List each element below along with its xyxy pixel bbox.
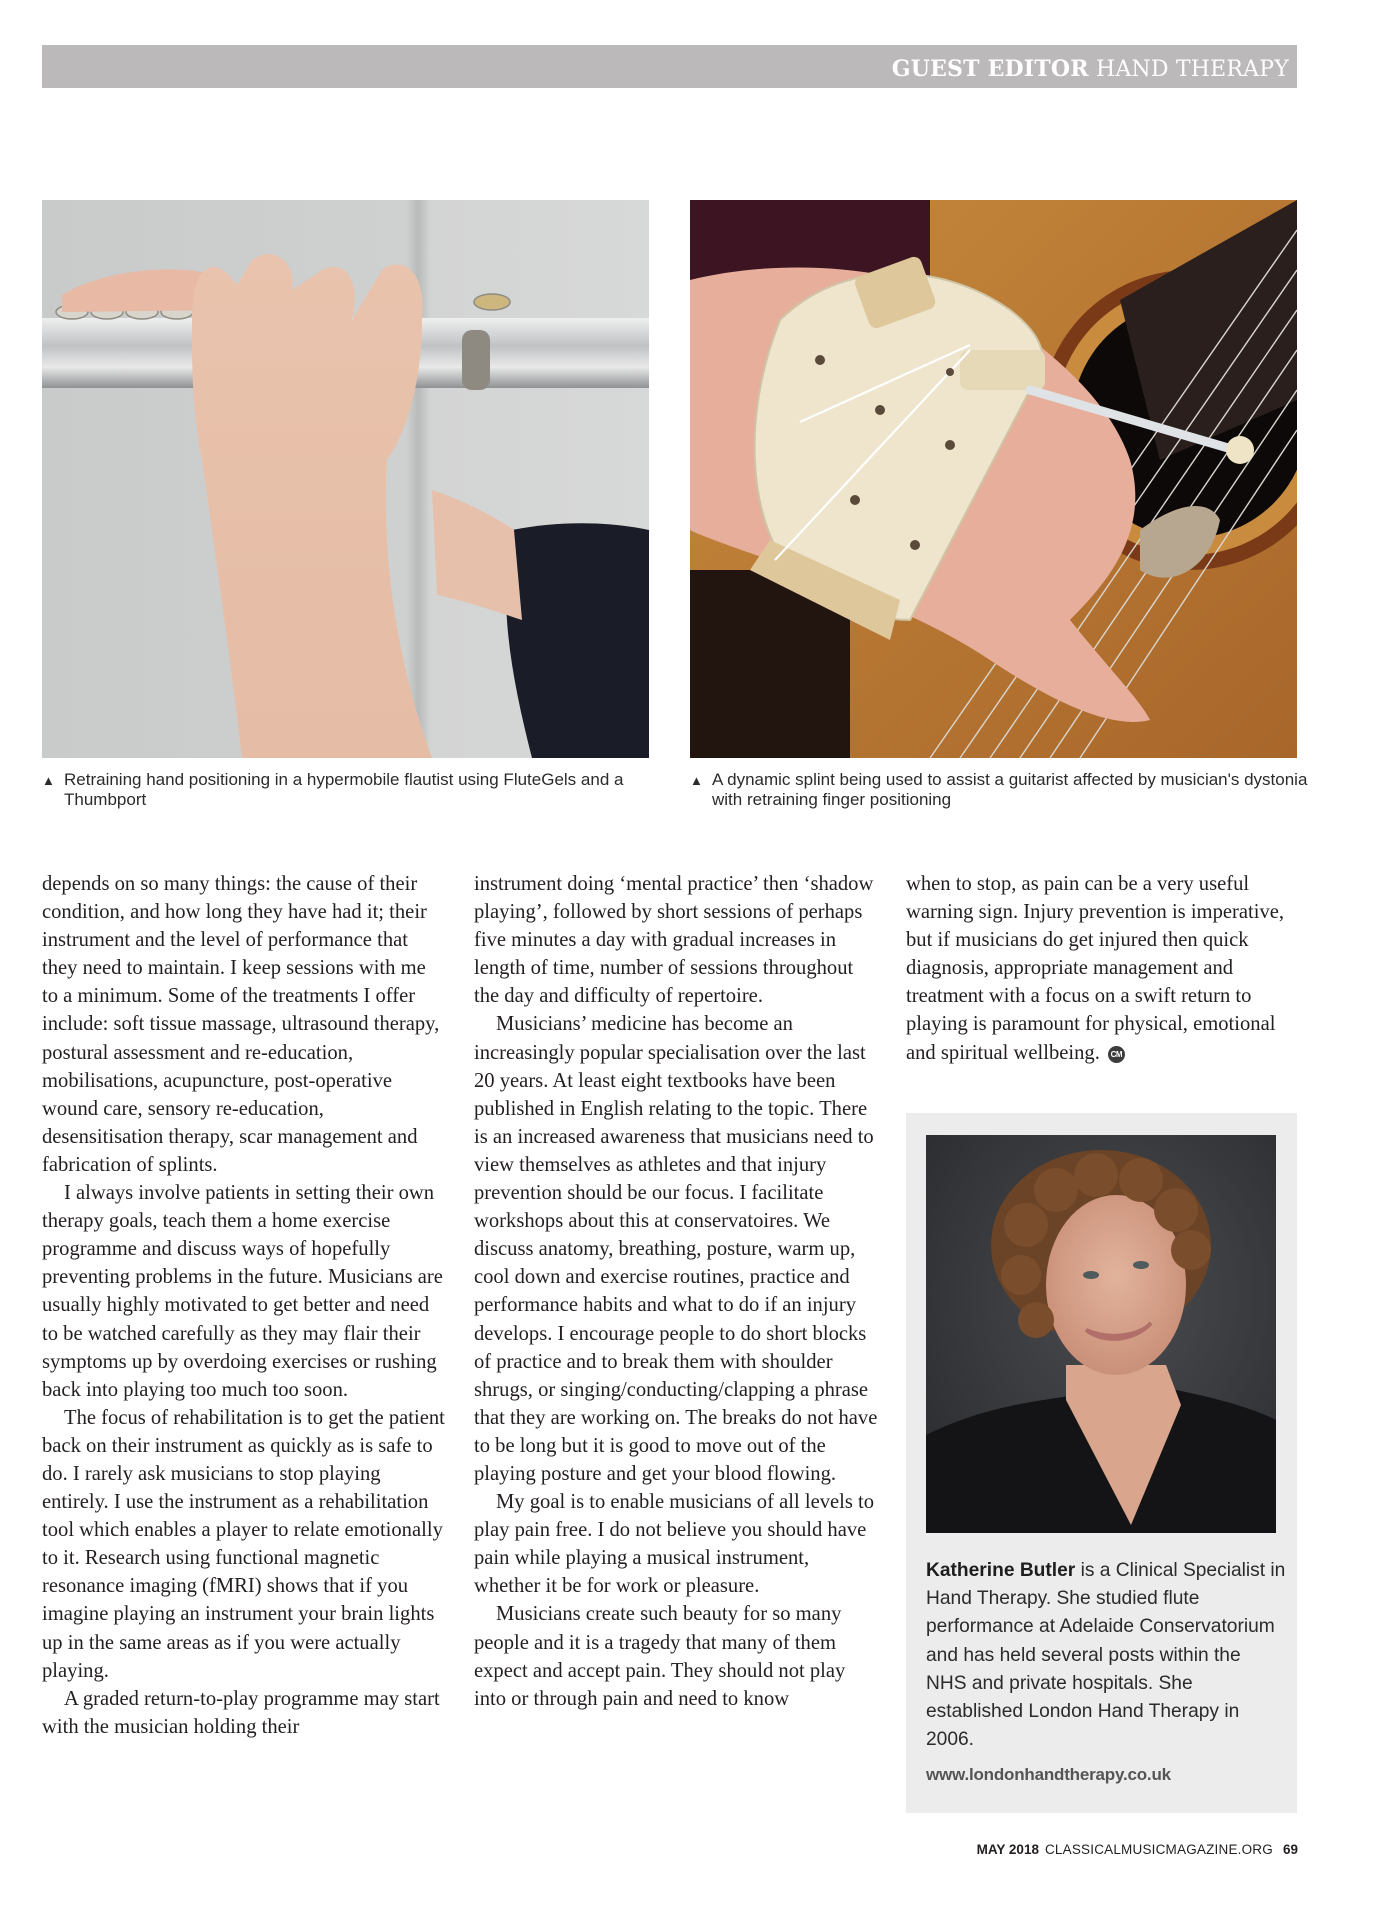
issue-date: MAY 2018	[976, 1842, 1039, 1857]
figure-caption-2	[690, 770, 1312, 810]
magazine-site: CLASSICALMUSICMAGAZINE.ORG	[1044, 1842, 1273, 1857]
author-portrait	[926, 1135, 1276, 1533]
article-column-2	[474, 870, 878, 1713]
guitar-splint-photo	[690, 200, 1297, 758]
paragraph: My goal is to enable musicians of all levels to play pain free. I do not believe you should have pain while playing a musical instrument, whether it be for work or pleasure.	[474, 1491, 875, 1598]
section-title	[892, 58, 1289, 81]
section-title-light: HAND THERAPY	[1095, 57, 1289, 82]
end-of-article-icon: CM	[1108, 1046, 1125, 1063]
flute-hand-photo	[42, 200, 649, 758]
figure-caption-1	[42, 770, 684, 810]
caption-triangle-icon: ▲	[690, 773, 703, 788]
author-bio	[926, 1557, 1286, 1754]
author-bio-text: is a Clinical Specialist in Hand Therapy. She studied flute performance at Adelaide Conservatorium and has held several posts within the NHS and private hospitals. She established London Hand Therapy in 2006.	[926, 1560, 1286, 1751]
paragraph: I always involve patients in setting their own therapy goals, teach them a home exercise programme and discuss ways of hopefully preventing problems in the future. Musicians are usually highly motivated to get better and need to be watched carefully as they may flair their symptoms up by overdoing exercises or rushing back into playing too much too soon.	[42, 1182, 443, 1401]
paragraph: The focus of rehabilitation is to get the patient back on their instrument as quickly as is safe to do. I rarely ask musicians to stop playing entirely. I use the instrument as a rehabilitation tool which enables a player to relate emotionally to it. Research using functional magnetic resonance imaging (fMRI) shows that if you imagine playing an instrument your brain lights up in the same areas as if you were actually playing.	[42, 1406, 445, 1682]
author-website-link[interactable]: www.londonhandtherapy.co.uk	[926, 1765, 1171, 1784]
paragraph	[906, 870, 1306, 1067]
flute-hand-image	[42, 200, 649, 758]
guitar-splint-image	[690, 200, 1297, 758]
page-number: 69	[1282, 1842, 1298, 1857]
author-portrait-image	[926, 1135, 1276, 1533]
author-name: Katherine Butler	[926, 1560, 1076, 1581]
caption-text: Retraining hand positioning in a hypermobile flautist using FluteGels and a Thumbport	[64, 770, 624, 809]
paragraph-text: when to stop, as pain can be a very useful warning sign. Injury prevention is imperative, but if musicians do get injured then quick diagnosis, appropriate management and treatment with a focus on a swift return to playing is paramount for physical, emotional and spiritual wellbeing.	[906, 873, 1285, 1064]
author-box	[906, 1113, 1297, 1813]
article-column-1	[42, 870, 446, 1741]
section-title-bold: GUEST EDITOR	[891, 56, 1089, 82]
paragraph: instrument doing ‘mental practice’ then ‘shadow playing’, followed by short sessions of perhaps five minutes a day with gradual increases in length of time, number of sessions throughout the day and difficulty of repertoire.	[474, 873, 874, 1008]
paragraph: A graded return-to-play programme may start with the musician holding their	[42, 1687, 440, 1738]
caption-text: A dynamic splint being used to assist a guitarist affected by musician's dystonia with retraining finger positioning	[712, 770, 1308, 809]
caption-triangle-icon: ▲	[42, 773, 55, 788]
section-header-bar	[42, 45, 1297, 88]
article-column-3	[906, 870, 1306, 1067]
page-footer	[977, 1842, 1298, 1857]
paragraph: Musicians’ medicine has become an increasingly popular specialisation over the last 20 years. At least eight textbooks have been published in English relating to the topic. There is an increased awareness that musicians need to view themselves as athletes and that injury prevention should be our focus. I facilitate workshops about this at conservatoires. We discuss anatomy, breathing, posture, warm up, cool down and exercise routines, practice and performance habits and what to do if an injury develops. I encourage people to do short blocks of practice and to break them with shoulder shrugs, or singing/conducting/clapping a phrase that they are working on. The breaks do not have to be long but it is good to move out of the playing posture and get your blood flowing.	[474, 1013, 878, 1485]
paragraph: Musicians create such beauty for so many people and it is a tragedy that many of them expect and accept pain. They should not play into or through pain and need to know	[474, 1603, 846, 1710]
paragraph: depends on so many things: the cause of their condition, and how long they have had it; their instrument and the level of performance that they need to maintain. I keep sessions with me to a minimum. Some of the treatments I offer include: soft tissue massage, ultrasound therapy, postural assessment and re-education, mobilisations, acupuncture, post-operative wound care, sensory re-education, desensitisation therapy, scar management and fabrication of splints.	[42, 873, 440, 1176]
